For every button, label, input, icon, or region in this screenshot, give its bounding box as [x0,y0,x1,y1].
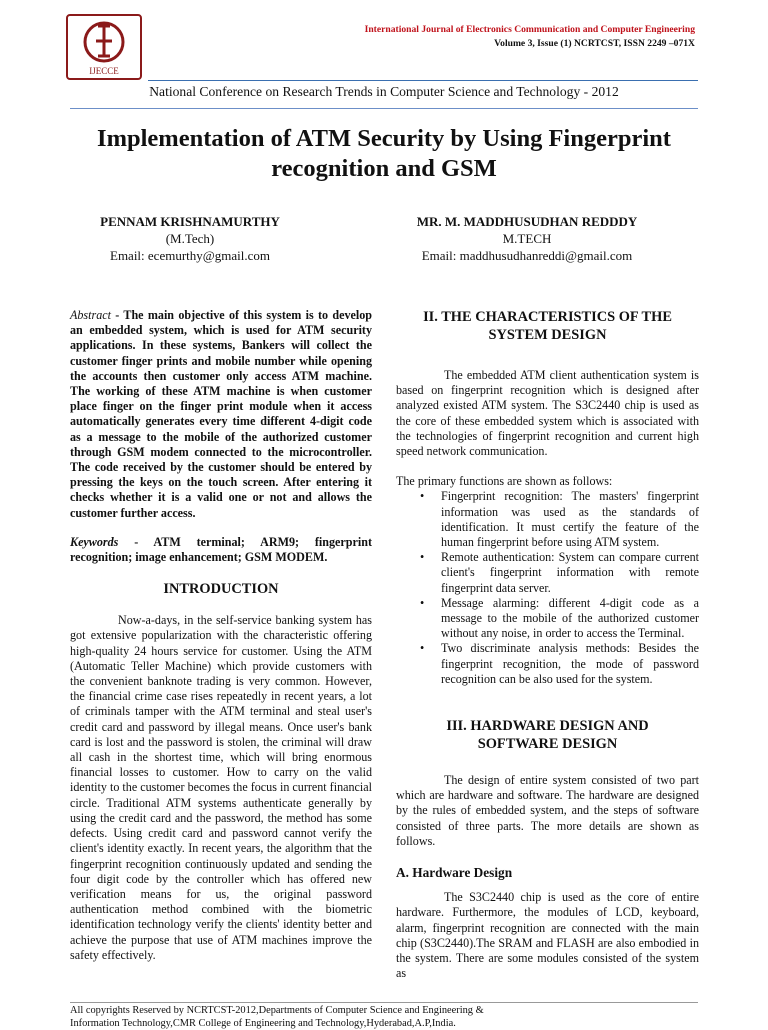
footer-line-1: All copyrights Reserved by NCRTCST-2012,Departments of Computer Science and Engineering & [70,1005,484,1018]
keywords [70,535,372,565]
logo-text: IJECCE [89,66,119,76]
bullet-icon: • [420,489,424,504]
author-degree: M.TECH [372,230,682,247]
keywords-text: - ATM terminal; ARM9; fingerprint recognition; image enhancement; GSM MODEM. [70,535,372,564]
title-line-2: recognition and GSM [40,154,728,184]
journal-logo [66,14,142,80]
abstract-label: Abstract [70,308,111,322]
footer-line-2: Information Technology,CMR College of Engineering and Technology,Hyderabad,A.P,India. [70,1018,484,1030]
conference-name: National Conference on Research Trends in Computer Science and Technology - 2012 [0,84,768,100]
volume-line: Volume 3, Issue (1) NCRTCST, ISSN 2249 –071X [494,38,695,49]
functions-list [396,489,699,687]
intro-paragraph: Now-a-days, in the self-service banking system has got extensive popularization with the characteristic offering high-quality 24 hours service for customer. Using the ATM (Automatic Teller Machine) which provide customers with the convenient banknote trading is very common. However, the financial crime case rises repeatedly in recent years, a lot of criminals tamper with the ATM terminal and steal user's credit card and password by illegal means. Once user's bank card is lost and the password is stolen, the criminal will draw all cash in the shortest time, which will bring enormous financial losses to customer. How to carry on the valid identity to the customer becomes the focus in current financial circle. Traditional ATM systems authenticate generally by using the credit card and the password, the method has some defects. Using credit card and password cannot verify the client's identity exactly. In recent years, the algorithm that the fingerprint recognition continuously updated and sending the four digit code by the controller which has offered new verification means for us, the original password authentication method combined with the biometric identification technology verify the clients' identity better and achieve the purpose that use of ATM machines improve the safety effectively. [70,613,372,963]
bullet-icon: • [420,596,424,611]
footer-rule [70,1002,698,1003]
list-item [441,641,699,687]
abstract-text: - The main objective of this system is to develop an embedded system, which is used for ATM security applications. In these systems, Bankers will collect the customer finger prints and mobile number while opening the accounts then customer only access ATM machine. The working of these ATM machine is when customer place finger on the finger print module when it access automatically generates every time different 4-digit code as a message to the mobile of the authorized customer through GSM modem connected to the microcontroller. The code received by the customer should be entered by pressing the keys on the touch screen. After entering it checks whether it is a valid one or not and allows the customer further access. [70,308,372,520]
paper-title [40,124,728,184]
left-column [70,308,372,963]
section-3-paragraph: The design of entire system consisted of two part which are hardware and software. The hardware are designed by the rules of embedded system, and the steps of software consisted of three parts. The more details are shown as follows. [396,773,699,849]
list-item-text: Message alarming: different 4-digit code as a message to the mobile of the authorized customer without any noise, in order to access the Terminal. [441,596,699,640]
section-2-heading-line-1: II. THE CHARACTERISTICS OF THE [396,308,699,326]
list-item [441,550,699,596]
keywords-label: Keywords [70,535,118,549]
footer [70,1005,484,1030]
section-3-heading-line-2: SOFTWARE DESIGN [396,735,699,753]
subsection-a-heading: A. Hardware Design [396,865,699,880]
right-column [396,308,699,982]
bullet-icon: • [420,641,424,656]
title-line-1: Implementation of ATM Security by Using Fingerprint [40,124,728,154]
author-email: Email: maddhusudhanreddi@gmail.com [372,247,682,264]
list-item-text: Remote authentication: System can compare current client's fingerprint information with remote fingerprint data server. [441,550,699,594]
author-name: PENNAM KRISHNAMURTHY [50,213,330,230]
functions-intro: The primary functions are shown as follows: [396,474,699,489]
list-item-text: Fingerprint recognition: The masters' fingerprint information was used as the standards of identification. It must certify the feature of the human fingerprint before using ATM system. [441,489,699,549]
list-item-text: Two discriminate analysis methods: Besides the fingerprint recognition, the mode of password recognition can be also used for the system. [441,641,699,685]
section-2-paragraph: The embedded ATM client authentication system is based on fingerprint recognition which is designed after analyzed existed ATM system. The S3C2440 chip is used as the core of these embedded system which is associated with the technologies of fingerprint recognition and current high speed network communication. [396,368,699,459]
section-3-heading [396,717,699,753]
author-name: MR. M. MADDHUSUDHAN REDDDY [372,213,682,230]
author-1 [50,213,330,264]
abstract [70,308,372,521]
author-email: Email: ecemurthy@gmail.com [50,247,330,264]
section-3-heading-line-1: III. HARDWARE DESIGN AND [396,717,699,735]
section-2-heading [396,308,699,344]
header-rule [148,80,698,81]
author-2 [372,213,682,264]
list-item [441,489,699,550]
intro-heading: INTRODUCTION [70,580,372,598]
journal-title: International Journal of Electronics Communication and Computer Engineering [365,24,695,35]
subsection-a-paragraph: The S3C2440 chip is used as the core of entire hardware. Furthermore, the modules of LCD, keyboard, alarm, fingerprint recognition are connected with the main chip (S3C2440).The SRAM and FLASH are also embodied in the system. There are some modules consisted of the system as [396,890,699,981]
section-2-heading-line-2: SYSTEM DESIGN [396,326,699,344]
bullet-icon: • [420,550,424,565]
list-item [441,596,699,642]
author-degree: (M.Tech) [50,230,330,247]
conference-rule [70,108,698,109]
